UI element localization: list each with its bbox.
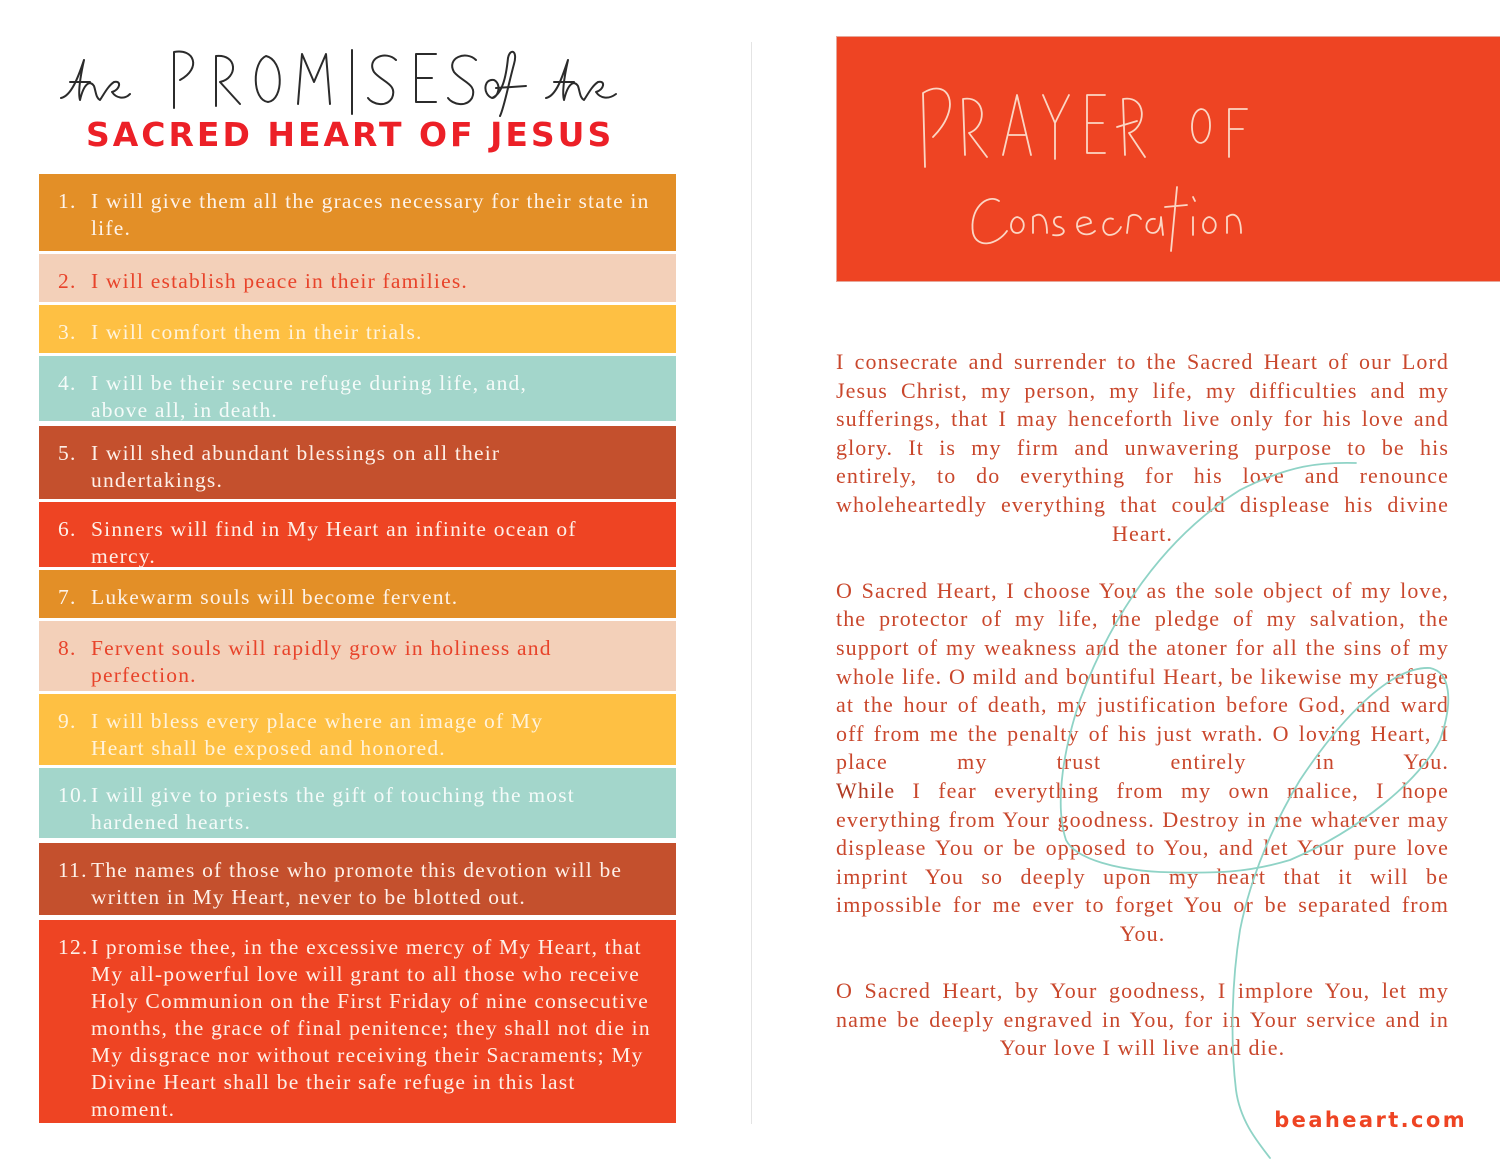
- promise-item-2: 2. I will establish peace in their families.: [39, 254, 676, 302]
- title-sacred-heart: SACRED HEART OF JESUS: [86, 115, 615, 154]
- promise-item-10: 10. I will give to priests the gift of touching the most hardened hearts.: [39, 768, 676, 838]
- prayer-paragraph-2b: [836, 777, 1449, 949]
- prayer-paragraph-1: I consecrate and surrender to the Sacred Heart of our Lord Jesus Christ, my person, my life, my difficulties and my sufferings, that I may henceforth live only for his love and glory. It is my firm and unwavering purpose to be his entirely, to do everything for his love and renounce wholeheartedly everything that could displease his divine Heart.: [836, 349, 1449, 546]
- promise-item-3: 3. I will comfort them in their trials.: [39, 305, 676, 353]
- prayer-text: [836, 348, 1449, 1091]
- promise-item-1: 1. I will give them all the graces necessary for their state in life.: [39, 174, 676, 251]
- promise-item-5: 5. I will shed abundant blessings on all their undertakings.: [39, 426, 676, 499]
- website-link[interactable]: beaheart.com: [1274, 1108, 1467, 1132]
- promise-item-12: 12. I promise thee, in the excessive mercy of My Heart, that My all-powerful love will grant to all those who receive Holy Communion on the First Friday of nine consecutive months, the grace of final penitence; they shall not die in My disgrace nor without receiving their Sacraments; My Divine Heart shall be their safe refuge in this last moment.: [39, 920, 676, 1123]
- promise-item-8: 8. Fervent souls will rapidly grow in holiness and perfection.: [39, 621, 676, 691]
- page-divider: [751, 42, 752, 1124]
- promise-item-9: 9. I will bless every place where an image of My Heart shall be exposed and honored.: [39, 694, 676, 765]
- prayer-paragraph-2b-text: I fear everything from my own malice, I hope everything from Your goodness. Destroy in me whatever may displease You or be opposed to You, and let Your pure love imprint You so deeply upon my heart that it will be impossible for me ever to forget You or be separated from You.: [836, 777, 1449, 946]
- promise-item-7: 7. Lukewarm souls will become fervent.: [39, 570, 676, 618]
- promise-item-4: 4. I will be their secure refuge during life, and, above all, in death.: [39, 356, 676, 421]
- prayer-while-word: While: [836, 777, 896, 803]
- prayer-banner: [836, 36, 1500, 282]
- promise-item-6: 6. Sinners will find in My Heart an infinite ocean of mercy.: [39, 502, 676, 567]
- prayer-paragraph-2: O Sacred Heart, I choose You as the sole object of my love, the protector of my life, the pledge of my salvation, the support of my weakness and the atoner for all the sins of my whole life. O mild and bountiful Heart, be likewise my refuge at the hour of death, my justification before God, and ward off from me the penalty of his just wrath. O loving Heart, I place my trust entirely in You.: [836, 577, 1449, 775]
- promise-item-11: 11. The names of those who promote this devotion will be written in My Heart, never to be blotted out.: [39, 843, 676, 915]
- prayer-paragraph-3: O Sacred Heart, by Your goodness, I implore You, let my name be deeply engraved in You, for in Your service and in Your love I will live and die.: [836, 978, 1449, 1061]
- title-script: [56, 38, 646, 118]
- banner-script-title: [837, 37, 1500, 283]
